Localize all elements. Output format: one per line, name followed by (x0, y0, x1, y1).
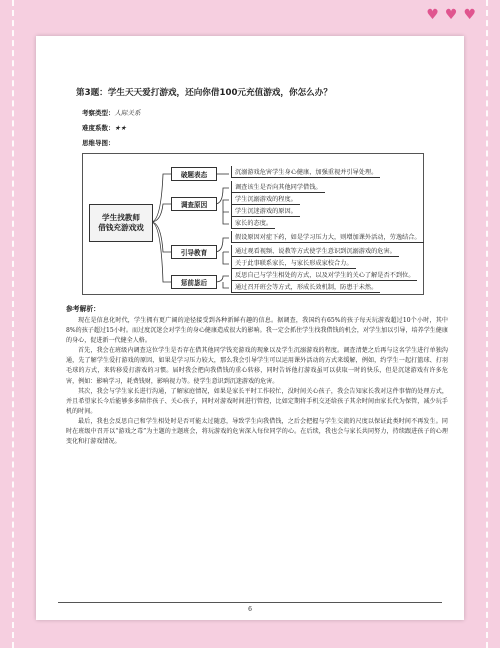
meta-label: 思维导图： (82, 139, 115, 147)
mind-map-center (89, 204, 153, 242)
branch-leaf: 通过观看视频、说教等方式使学生意识到沉溺游戏的危害。 (231, 245, 399, 257)
heart-icon: ♥ (444, 7, 458, 23)
page-number: 6 (248, 606, 252, 613)
center-line: 学生找教师 (102, 213, 140, 222)
branch-leaf: 假设原因对症下药，如是学习压力大，则增加课外活动，劳逸结合。 (231, 231, 424, 243)
meta-label: 考察类型： (82, 109, 115, 117)
meta-mindmap (82, 138, 448, 147)
mind-map (82, 153, 424, 295)
branch-node: 破题表态 (171, 167, 217, 181)
heart-icon: ♥ (463, 7, 476, 23)
branch-leaf: 通过召开班会等方式，形成长效机制，防患于未然。 (231, 281, 380, 293)
meta-difficulty (82, 123, 448, 132)
footer-divider (58, 602, 442, 603)
meta-type (82, 108, 448, 117)
branch-leaf: 学生沉溺游戏的程度。 (231, 193, 300, 205)
branch-leaf: 调查该生是否向其他同学借钱。 (231, 181, 325, 193)
meta-label: 难度系数： (82, 124, 115, 132)
analysis-paragraph: 其次，我会与学生家长进行沟通，了解家庭情况，如果是家长平时工作较忙，没时间关心孩子，我会告知家长我对这件事情的处理方式，并且希望家长今后能够多多陪伴孩子、关心孩子，同时对游戏时间进行管控，比如定期将手机交还给孩子其余时间由家长代为保管，减少玩手机的时间。 (66, 387, 448, 415)
branch-node: 惩前毖后 (171, 275, 217, 289)
analysis-paragraph: 现在是信息化时代，学生拥有更广阔的途径接受到各种新鲜有趣的信息。据调查，我国约有65%的孩子每天玩游戏超过10个小时，其中8%的孩子超过15小时。而过度沉迷会对学生的身心健康造成很大的影响。我一定会抓住学生找我借钱的机会，对学生加以引导，培养学生健康的身心，促进新一代健全人格。 (66, 317, 448, 345)
analysis-heading: 参考解析： (66, 305, 100, 313)
branch-leaf: 关于此事联系家长，与家长形成家校合力。 (231, 257, 356, 269)
branch-leaf: 家长的态度。 (231, 217, 275, 229)
question-title: 第3题：学生天天爱打游戏，还向你借100元充值游戏，你怎么办？ (76, 88, 332, 98)
analysis-paragraph: 最后，我也会反思自己和学生相处时是否可能太过随意，导致学生向我借钱，之后会把握与学生交流的尺度以保证此类时间不再发生。同时在班级中召开以“游戏之毒”为主题的主题班会，将玩游戏的危害深入每位同学的心。在后续，我也会与家长共同努力，持续跟进孩子的心理变化和打游戏情况。 (66, 417, 448, 446)
branch-leaf: 学生沉迷游戏的原因。 (231, 205, 300, 217)
right-dashed-rail (481, 0, 488, 648)
analysis-paragraph: 首先，我会在班级内调查这位学生是否存在借其他同学钱充游戏的现象以及学生沉溺游戏的程度。调查清楚之后再与这名学生进行单独沟通，先了解学生爱打游戏的原因，如果是学习压力较大，那么我会引导学生可以运用课外活动的方式来缓解，例如，约学生一起打篮球、打羽毛球的方式，来转移爱打游戏的习惯。届时我会把向我借钱的重心转移，同时告诉他打游戏虽可以获取一时的快乐，但是沉迷游戏有许多危害，例如：影响学习，耗费钱财，影响视力等。使学生意识到沉迷游戏的危害。 (66, 347, 448, 385)
branch-leaf: 沉溺游戏危害学生身心健康，加强重视并引导处理。 (231, 166, 380, 178)
hearts-decoration (426, 8, 476, 22)
branch-node: 引导教育 (171, 245, 217, 259)
heart-icon: ♥ (426, 7, 439, 23)
document-page (36, 36, 464, 620)
branch-leaf: 反思自己与学生相处的方式，以及对学生的关心了解是否不到位。 (231, 269, 417, 281)
left-dashed-rail (12, 0, 19, 648)
difficulty-stars: ★★ (114, 124, 127, 132)
center-line: 借钱充游戏戏 (98, 223, 144, 232)
branch-node: 调查原因 (171, 197, 217, 211)
meta-value: 人际关系 (114, 109, 141, 117)
